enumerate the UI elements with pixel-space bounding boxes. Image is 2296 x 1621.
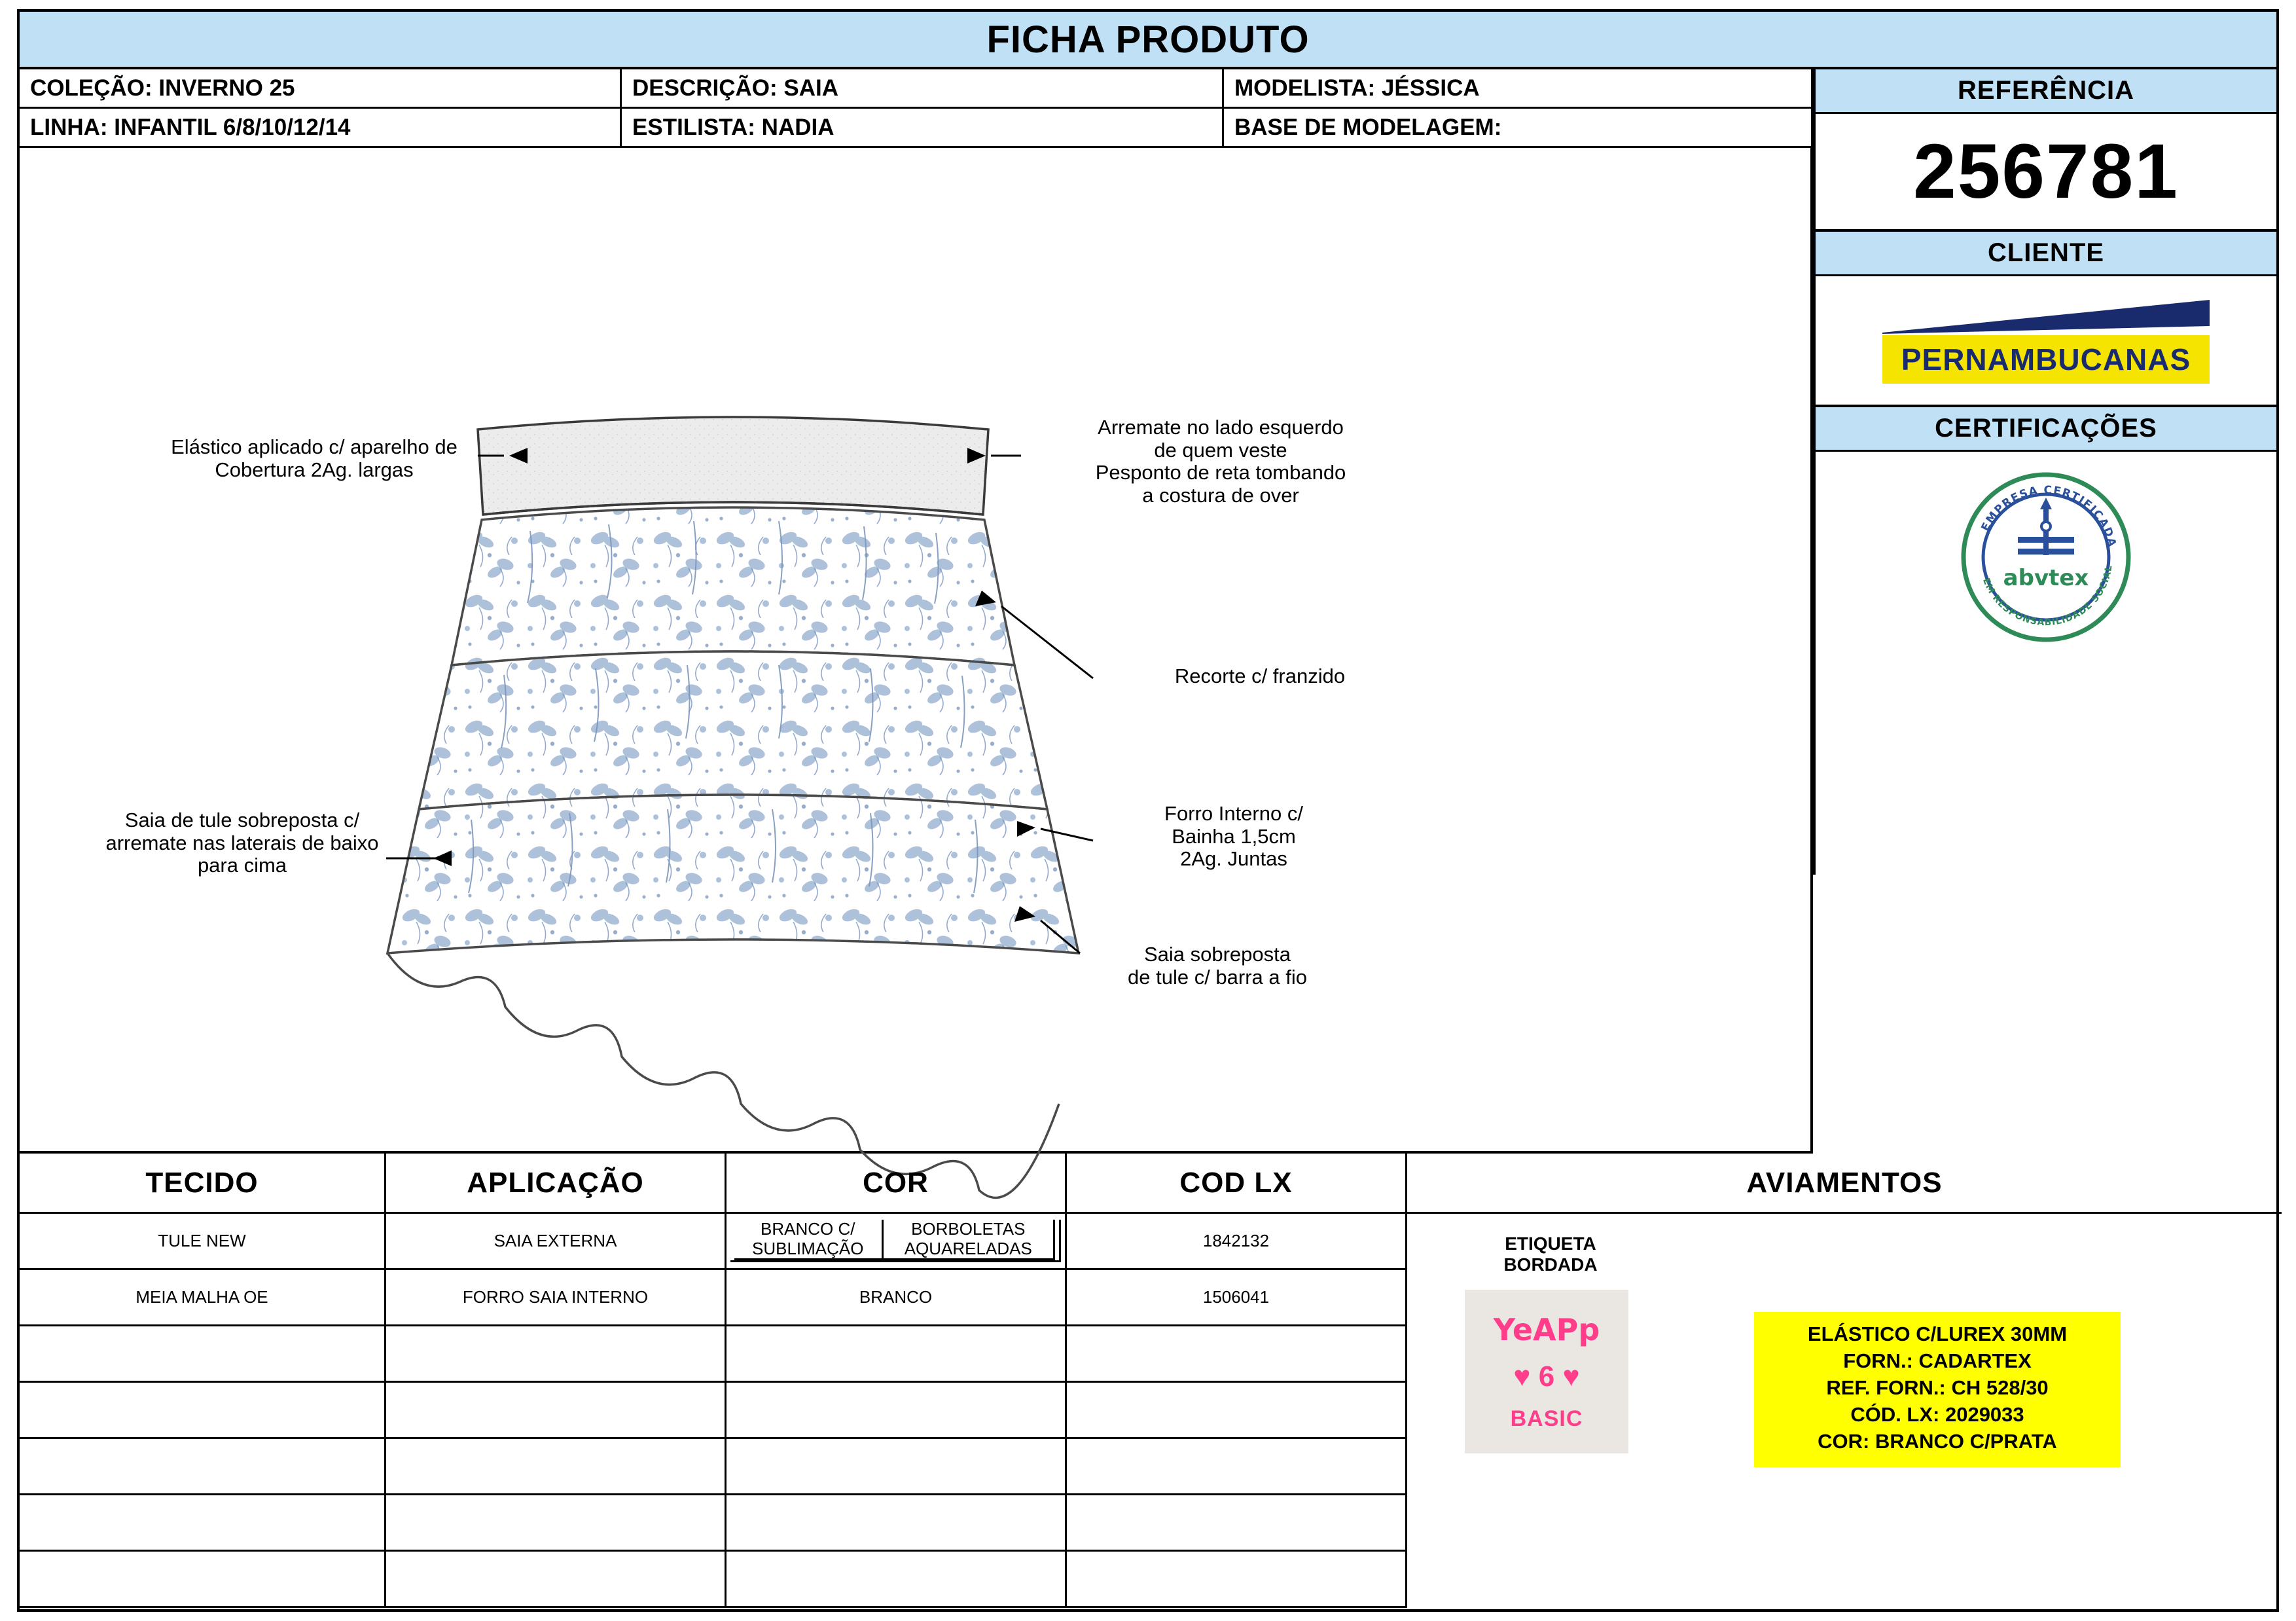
svg-text:EM RESPONSABILIDADE SOCIAL: EM RESPONSABILIDADE SOCIAL: [1981, 564, 2115, 628]
callout-elastico: [118, 436, 511, 481]
etiqueta-bordada-block: [1443, 1233, 1659, 1453]
cell-tecido: [20, 1383, 386, 1439]
column-header-tecido: TECIDO: [20, 1154, 386, 1214]
svg-text:EMPRESA CERTIFICADA: EMPRESA CERTIFICADA: [1979, 483, 2119, 549]
etiqueta-art-line3: BASIC: [1510, 1406, 1583, 1432]
table-row: [20, 1552, 1407, 1608]
cell-tecido: [20, 1495, 386, 1552]
svg-text:abvtex: abvtex: [2003, 565, 2089, 591]
cell-aplicacao: [386, 1383, 726, 1439]
skirt-technical-drawing: [20, 148, 1810, 1151]
sheet-title-bar: [20, 12, 2276, 69]
abvtex-badge-icon: [1958, 469, 2134, 646]
callout-forro-line1: Forro Interno c/: [1164, 802, 1303, 825]
referencia-value: 256781: [1816, 114, 2276, 232]
cell-aplicacao: [386, 1326, 726, 1383]
table-row: [20, 1214, 1407, 1270]
logo-swoosh-icon: [1882, 297, 2210, 335]
technical-drawing-area: [20, 148, 1813, 1154]
elastico-spec-line3: REF. FORN.: CH 528/30: [1826, 1375, 2049, 1399]
cliente-logo: [1816, 276, 2276, 407]
product-sheet: [17, 9, 2279, 1612]
logo-text: PERNAMBUCANAS: [1901, 342, 2191, 376]
fabric-table-header: [20, 1154, 1407, 1214]
cell-aplicacao: [386, 1552, 726, 1608]
cell-cor: [726, 1495, 1067, 1552]
callout-arremate-lado-esquerdo: [1031, 416, 1410, 507]
header-info-grid: [20, 69, 1813, 148]
callout-tule-line1: Saia de tule sobreposta c/: [124, 809, 360, 831]
cell-tecido: MEIA MALHA OE: [20, 1270, 386, 1326]
cell-cor: BRANCO: [726, 1270, 1067, 1326]
table-row: [20, 1326, 1407, 1383]
callout-elastico-line2: Cobertura 2Ag. largas: [215, 458, 414, 481]
header-row-2: [20, 109, 1813, 148]
callout-arremate-line1: Arremate no lado esquerdo: [1098, 416, 1344, 439]
callout-forro-line3: 2Ag. Juntas: [1180, 847, 1287, 871]
callout-recorte-line1: Recorte c/ franzido: [1174, 665, 1346, 687]
callout-arremate-line3: Pesponto de reta tombando: [1095, 461, 1346, 484]
callout-sobreposta-line2: de tule c/ barra a fio: [1128, 965, 1307, 989]
callout-forro-line2: Bainha 1,5cm: [1172, 824, 1296, 848]
cell-tecido: [20, 1552, 386, 1608]
cell-cor: [726, 1439, 1067, 1495]
etiqueta-art-line2: ♥ 6 ♥: [1513, 1360, 1580, 1393]
cell-aplicacao: [386, 1439, 726, 1495]
cell-aplicacao: SAIA EXTERNA: [386, 1214, 726, 1270]
cell-codlx: [1067, 1495, 1407, 1552]
field-linha: LINHA: INFANTIL 6/8/10/12/14: [20, 109, 622, 148]
cell-tecido: [20, 1439, 386, 1495]
callout-saia-tule-sobreposta: [65, 809, 419, 877]
field-colecao: COLEÇÃO: INVERNO 25: [20, 69, 622, 109]
column-header-aplicacao: APLICAÇÃO: [386, 1154, 726, 1214]
cell-tecido: [20, 1326, 386, 1383]
cell-codlx: [1067, 1383, 1407, 1439]
cell-cor-line1: BRANCO C/ SUBLIMAÇÃO: [734, 1220, 884, 1260]
cell-tecido: TULE NEW: [20, 1214, 386, 1270]
etiqueta-label: [1443, 1233, 1659, 1275]
fabric-table: [20, 1154, 1407, 1612]
cell-cor-line2: BORBOLETAS AQUARELADAS: [884, 1220, 1055, 1260]
page-title: FICHA PRODUTO: [986, 18, 1310, 61]
callout-recorte-franzido: [1103, 665, 1417, 688]
cell-cor: [726, 1383, 1067, 1439]
aviamentos-body: [1407, 1214, 2282, 1612]
callout-arremate-line4: a costura de over: [1142, 484, 1299, 507]
cliente-label: CLIENTE: [1816, 232, 2276, 276]
elastico-spec-box: [1754, 1312, 2121, 1467]
elastico-spec-line2: FORN.: CADARTEX: [1843, 1349, 2032, 1372]
etiqueta-artwork: [1465, 1290, 1628, 1453]
field-modelista: MODELISTA: JÉSSICA: [1224, 69, 1813, 109]
cell-codlx: [1067, 1552, 1407, 1608]
callout-forro-interno: [1103, 803, 1365, 871]
certificacoes-content: [1816, 452, 2276, 727]
etiqueta-label-line2: BORDADA: [1503, 1254, 1598, 1275]
cell-codlx: 1842132: [1067, 1214, 1407, 1270]
column-header-codlx: COD LX: [1067, 1154, 1407, 1214]
cell-cor: [726, 1552, 1067, 1608]
elastico-spec-line4: CÓD. LX: 2029033: [1850, 1402, 2024, 1426]
certificacoes-label: CERTIFICAÇÕES: [1816, 407, 2276, 452]
header-row-1: [20, 69, 1813, 109]
cell-cor: [726, 1214, 1067, 1270]
table-row: [20, 1495, 1407, 1552]
elastico-spec-line1: ELÁSTICO C/LUREX 30MM: [1807, 1322, 2068, 1345]
callout-saia-sobreposta-barra: [1054, 943, 1381, 989]
column-header-cor: COR: [726, 1154, 1067, 1214]
cell-codlx: 1506041: [1067, 1270, 1407, 1326]
field-descricao: DESCRIÇÃO: SAIA: [622, 69, 1224, 109]
etiqueta-art-line1: YeAPp: [1493, 1312, 1600, 1348]
pernambucanas-logo: [1882, 297, 2210, 384]
callout-elastico-line1: Elástico aplicado c/ aparelho de: [171, 435, 457, 458]
table-row: [20, 1270, 1407, 1326]
field-estilista: ESTILISTA: NADIA: [622, 109, 1224, 148]
aviamentos-title: AVIAMENTOS: [1407, 1154, 2282, 1214]
cell-codlx: [1067, 1439, 1407, 1495]
aviamentos-panel: [1407, 1154, 2282, 1612]
callout-tule-line2: arremate nas laterais de baixo: [105, 831, 379, 854]
right-info-column: [1813, 69, 2276, 875]
etiqueta-label-line1: ETIQUETA: [1505, 1233, 1596, 1254]
table-row: [20, 1383, 1407, 1439]
table-row: [20, 1439, 1407, 1495]
cell-aplicacao: [386, 1495, 726, 1552]
cell-cor: [726, 1326, 1067, 1383]
logo-band: [1882, 335, 2210, 384]
referencia-label: REFERÊNCIA: [1816, 69, 2276, 114]
cell-codlx: [1067, 1326, 1407, 1383]
field-base-modelagem: BASE DE MODELAGEM:: [1224, 109, 1813, 148]
callout-tule-line3: para cima: [197, 854, 287, 877]
callout-sobreposta-line1: Saia sobreposta: [1143, 943, 1291, 966]
callout-arremate-line2: de quem veste: [1154, 438, 1287, 462]
elastico-spec-line5: COR: BRANCO C/PRATA: [1818, 1429, 2057, 1453]
cell-aplicacao: FORRO SAIA INTERNO: [386, 1270, 726, 1326]
